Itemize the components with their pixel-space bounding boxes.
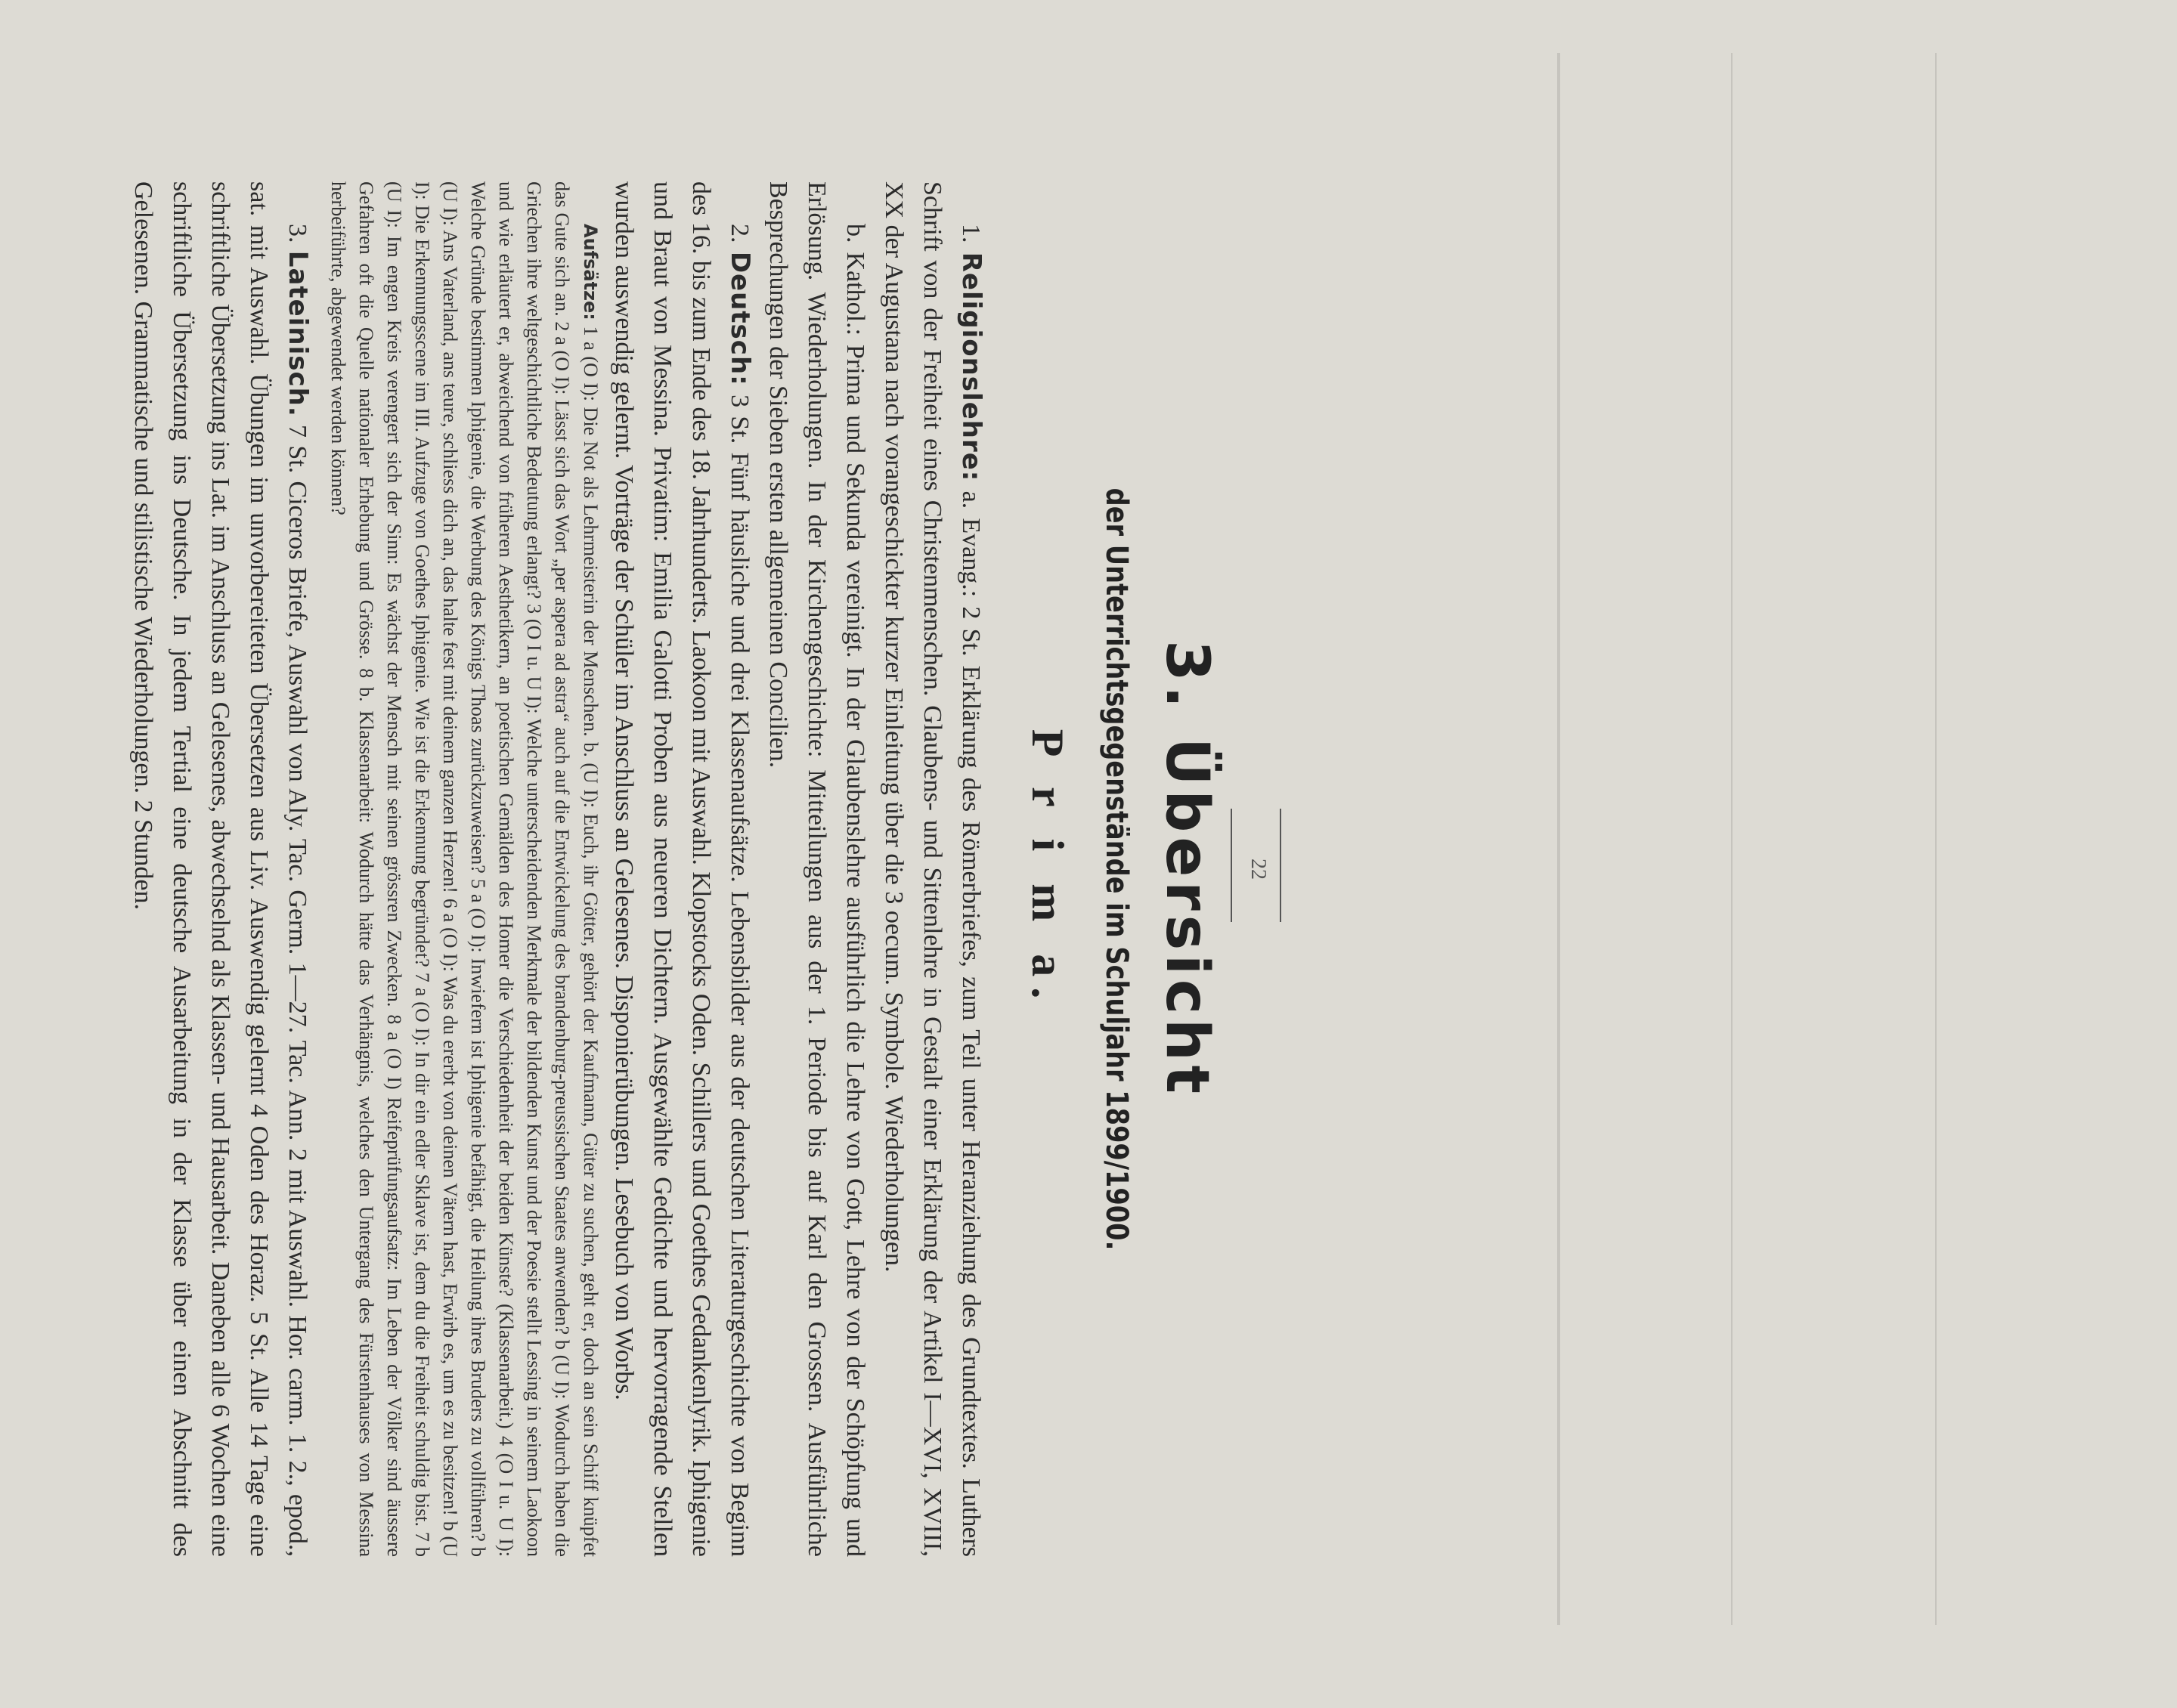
- religion-number: 1.: [957, 224, 985, 243]
- aufsaetze-paragraph: [324, 181, 605, 1557]
- religion-text-a: a. Evang.: 2 St. Erklärung des Römerbriefes, zum Teil unter Heranziehung des Grundtextes. Luthers Schrift von der Freiheit eines Christenmenschen. Glaubens- und Sittenlehre in Gestalt einer Erklärung der Artikel I—XVI, XVIII, XX der Augustana nach vorangeschickter kurzer Einleitung über die 3 oecum. Symbole. Wiederholungen.: [880, 181, 985, 1557]
- page-number-rule-top: [1280, 809, 1281, 922]
- aufsaetze-text: 1 a (O I): Die Not als Lehrmeisterin der Menschen. b. (U I): Euch, ihr Götter, gehört der Kaufmann, Güter zu suchen, geht er, doch an sein Schiff knüpfet das Gute sich an. 2 a (O I): Lässt sich das Wort „per aspera ad astra“ auch auf die Entwickelung des brandenburg-preussischen Staates anwenden? b (U I): Wodurch haben die Griechen ihre weltgeschichtliche Bedeutung erlangt? 3 (O I u. U I): Welche unterscheidenden Merkmale der bildenden Kunst und der Poesie stellt Lessing in seinem Laokoon und wie erläutert er, abweichend von früheren Aesthetikern, an poetischen Gemälden des Homer die Verschiedenheit der beiden Künste? (Klassenarbeit.) 4 (O I u. U I): Welche Gründe bestimmen Iphigenie, die Werbung des Königs Thoas zurückzuweisen? 5 a (O I): Inwiefern ist Iphigenie befähigt, die Heilung ihres Bruders zu vollführen? b (U I): Ans Vaterland, ans teure, schliess dich an, das halte fest mit deinem ganzen Herzen! 6 a (O I): Was du ererbt von deinen Vätern hast, Erwirb es, um es zu besitzen! b (U I): Die Erkennungsscene im III. Aufzuge von Goethes Iphigenie. Wie ist die Erkennung begründet? 7 a (O I): In dir ein edler Sklave ist, dem du die Freiheit schuldig bist. 7 b (U I): Im engen Kreis verengert sich der Sinn: Es wächst der Mensch mit seinen grössren Zwecken. 8 a (O I) Reifeprüfungsaufsatz: Im Leben der Völker sind äussere Gefahren oft die Quelle nationaler Erhebung und Grösse. 8 b. Klassenarbeit: Wodurch hätte das Verhängnis, welches den Untergang des Fürstenhauses von Messina herbeiführte, abgewendet werden können?: [327, 181, 602, 1557]
- paragraph-gap: [317, 181, 324, 1557]
- latein-text: 7 St. Ciceros Briefe, Auswahl von Aly. Tac. Germ. 1—27. Tac. Ann. 2 mit Auswahl. Hor. carm. 1. 2., epod., sat. mit Auswahl. Übungen im unvorbereiteten Übersetzen aus Liv. Auswendig gelernt 4 Oden des Horaz. 5 St. Alle 14 Tage eine schriftliche Übersetzung ins Lat. im Anschluss an Gelesenes, abwechselnd als Klassen- und Hausarbeit. Daneben alle 6 Wochen eine schriftliche Übersetzung ins Deutsche. In jedem Tertial eine deutsche Ausarbeitung in der Klasse über einen Abschnitt des Gelesenen. Grammatische und stilistische Wiederholungen. 2 Stunden.: [129, 181, 311, 1558]
- deutsch-paragraph: [605, 181, 759, 1557]
- latein-number: 3.: [283, 224, 311, 243]
- page-number: 22: [1246, 859, 1270, 880]
- religion-title: Religionslehre:: [956, 252, 986, 482]
- page-body: [124, 181, 990, 1557]
- section-subheading: der Unterrichtsgegenstände im Schuljahr 1899/1900.: [1099, 487, 1134, 1251]
- religion-paragraph-b: b. Kathol.: Prima und Sekunda vereinigt. In der Glaubenslehre ausführlich die Lehre von Gott, Lehre von der Schöpfung und Erlösung. Wiederholungen. In der Kirchengeschichte: Mitteilungen aus der 1. Periode bis auf Karl den Grossen. Ausführliche Besprechungen der Sieben ersten allgemeinen Concilien.: [764, 181, 869, 1557]
- class-heading: P r i m a.: [1023, 729, 1073, 1010]
- deutsch-number: 2.: [726, 224, 754, 243]
- rotated-document-page: [45, 68, 2132, 1640]
- section-heading: 3. Übersicht: [1153, 640, 1221, 1098]
- latein-paragraph: [124, 181, 317, 1557]
- deutsch-title: Deutsch:: [725, 251, 755, 386]
- page-number-rule-bottom: [1231, 809, 1232, 922]
- aufsaetze-label: Aufsätze:: [580, 224, 601, 320]
- latein-title: Lateinisch.: [283, 250, 313, 417]
- religion-paragraph-a: [875, 181, 990, 1557]
- deutsch-text: 3 St. Fünf häusliche und drei Klassenaufsätze. Lebensbilder aus der deutschen Literaturgeschichte von Beginn des 16. bis zum Ende des 18. Jahrhunderts. Laokoon mit Auswahl. Klopstocks Oden. Schillers und Goethes Gedankenlyrik. Iphigenie und Braut von Messina. Privatim: Emilia Galotti Proben aus neueren Dichtern. Ausgewählte Gedichte und hervorragende Stellen wurden auswendig gelernt. Vorträge der Schüler im Anschluss an Gelesenes. Disponierübungen. Lesebuch von Worbs.: [610, 181, 754, 1558]
